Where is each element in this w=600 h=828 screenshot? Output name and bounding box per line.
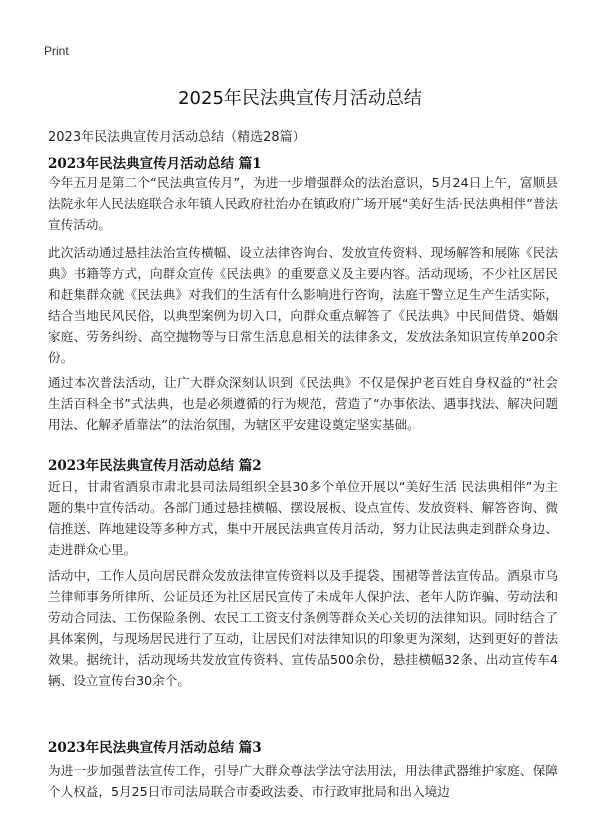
print-link[interactable]: Print [44, 44, 69, 58]
section-2-paragraph-1: 近日，甘肃省酒泉市肃北县司法局组织全县30多个单位开展以“美好生活 民法典相伴”为主题的集中宣传活动。各部门通过悬挂横幅、摆设展板、设点宣传、发放资料、解答咨询、微信推送、阵地建设等多种方式，集中开展民法典宣传月活动，努力让民法典走到群众身边、走进群众心里。 [48, 479, 558, 557]
section-1-paragraph-1: 今年五月是第二个“民法典宣传月”，为进一步增强群众的法治意识，5月24日上午，富顺县法院永年人民法庭联合永年镇人民政府社治办在镇政府广场开展“美好生活·民法典相伴”普法宣传活动。 [48, 175, 558, 232]
document-subtitle: 2023年民法典宣传月活动总结（精选28篇） [48, 130, 306, 145]
section-1-paragraph-3: 通过本次普法活动，让广大群众深刻认识到《民法典》不仅是保护老百姓自身权益的“社会生活百科全书”式法典，也是必须遵循的行为规范，营造了“办事依法、遇事找法、解决问题用法、化解矛盾靠法”的法治氛围，为辖区平安建设奠定坚实基础。 [48, 375, 558, 432]
section-heading-3: 2023年民法典宣传月活动总结 篇3 [48, 740, 262, 756]
section-1-paragraph-2: 此次活动通过悬挂法治宣传横幅、设立法律咨询台、发放宣传资料、现场解答和展陈《民法典》书籍等方式，向群众宣传《民法典》的重要意义及主要内容。活动现场，不少社区居民和赶集群众就《民法典》对我们的生活有什么影响进行咨询，法庭干警立足生产生活实际，结合当地民风民俗，以典型案例为切入口，向群众重点解答了《民法典》中民间借贷、婚姻家庭、劳务纠纷、高空抛物等与日常生活息息相关的法律条文，发放法条知识宣传单200余份。 [48, 245, 558, 365]
section-3-paragraph-1: 为进一步加强普法宣传工作，引导广大群众尊法学法守法用法，用法律武器维护家庭、保障个人权益，5月25日市司法局联合市委政法委、市行政审批局和出入境边 [48, 763, 558, 799]
section-heading-2: 2023年民法典宣传月活动总结 篇2 [48, 458, 262, 474]
section-2-paragraph-2: 活动中，工作人员向居民群众发放法律宣传资料以及手提袋、围裙等普法宣传品。酒泉市乌兰律师事务所律所、公证员还为社区居民宣传了未成年人保护法、老年人防诈骗、劳动法和劳动合同法、工伤保险条例、农民工工资支付条例等群众关心关切的法律知识。同时结合了具体案例，与现场居民进行了互动，让居民们对法律知识的印象更为深刻，达到更好的普法效果。据统计，活动现场共发放宣传资料、宣传品500余份，悬挂横幅32条、出动宣传车4辆、设立宣传台30余个。 [48, 568, 558, 688]
section-heading-1: 2023年民法典宣传月活动总结 篇1 [48, 156, 262, 172]
page-title: 2025年民法典宣传月活动总结 [178, 88, 422, 109]
